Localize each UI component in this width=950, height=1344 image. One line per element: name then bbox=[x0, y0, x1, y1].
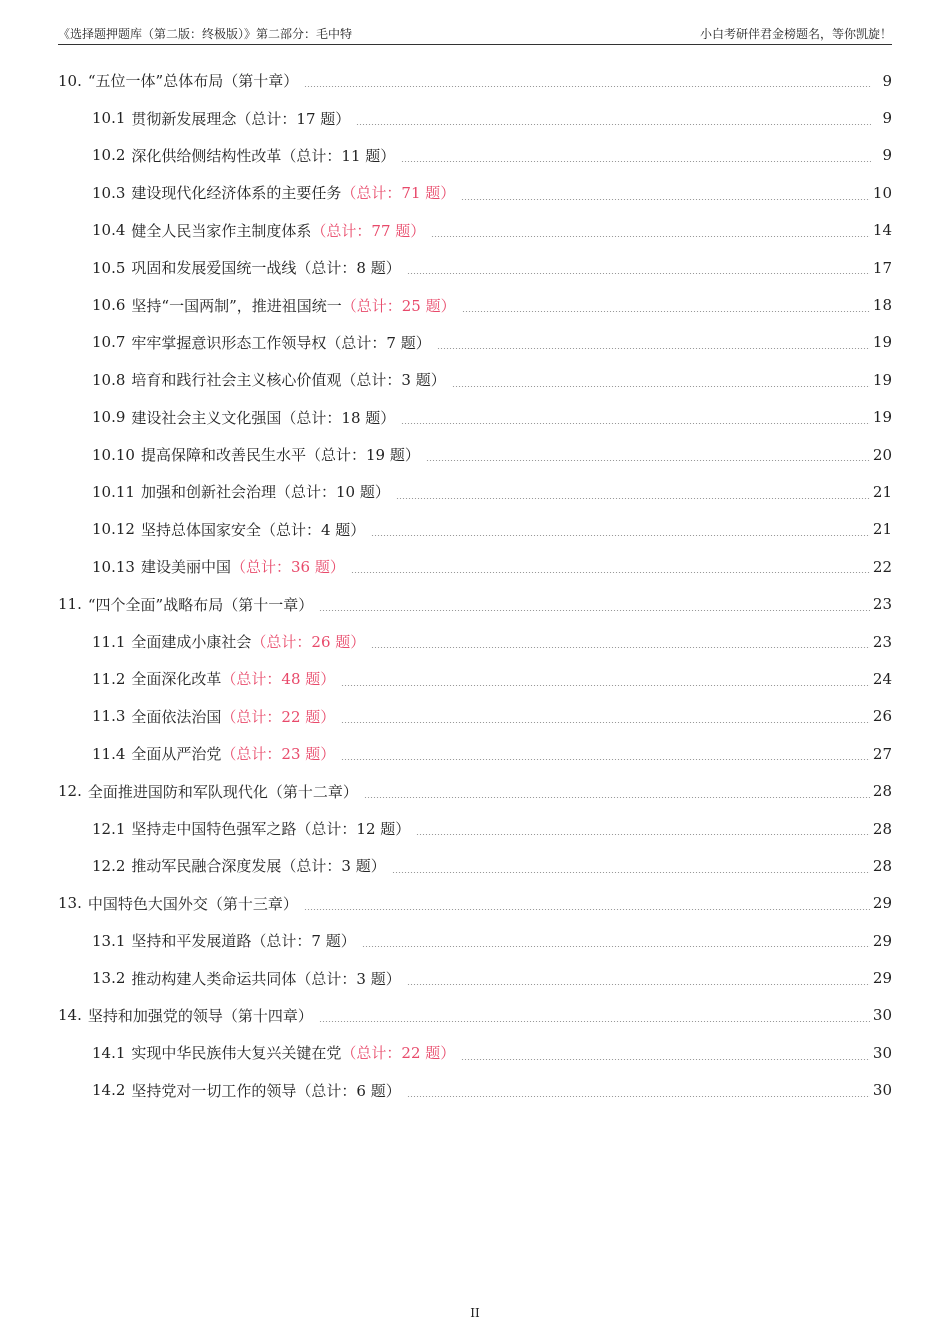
toc-entry-number: 10.8 bbox=[92, 370, 126, 389]
header-left-title: 《选择题押题库（第二版：终极版）》第二部分：毛中特 bbox=[58, 27, 353, 41]
toc-question-count: （总计：3 题） bbox=[341, 371, 446, 390]
toc-question-count: （总计：7 题） bbox=[251, 932, 356, 951]
toc-entry-number: 12.1 bbox=[92, 819, 126, 838]
dot-leader bbox=[452, 386, 870, 387]
toc-question-count: （总计：3 题） bbox=[296, 969, 401, 988]
toc-section-entry[interactable] bbox=[58, 249, 892, 286]
toc-page-number: 28 bbox=[872, 819, 892, 838]
toc-entry-number: 10.1 bbox=[92, 109, 126, 128]
toc-question-count: （总计：17 题） bbox=[236, 109, 351, 128]
dot-leader bbox=[437, 348, 870, 349]
toc-entry-number: 10.11 bbox=[92, 482, 135, 501]
toc-page-number: 27 bbox=[872, 744, 892, 763]
dot-leader bbox=[319, 610, 870, 611]
toc-page-number: 26 bbox=[872, 707, 892, 726]
toc-question-count: （总计：71 题） bbox=[341, 184, 456, 203]
toc-question-count: （总计：7 题） bbox=[326, 333, 431, 352]
toc-page-number: 19 bbox=[872, 333, 892, 352]
toc-question-count: （总计：8 题） bbox=[296, 259, 401, 278]
toc-entry-title: 全面建成小康社会 bbox=[131, 633, 252, 652]
dot-leader bbox=[341, 685, 870, 686]
toc-question-count: （总计：11 题） bbox=[281, 146, 396, 165]
dot-leader bbox=[364, 797, 870, 798]
toc-page-number: 28 bbox=[872, 782, 892, 801]
dot-leader bbox=[401, 423, 870, 424]
toc-entry-number: 10.5 bbox=[92, 258, 126, 277]
toc-entry-number: 11.2 bbox=[92, 669, 126, 688]
toc-question-count: （总计：3 题） bbox=[281, 857, 386, 876]
page-number: II bbox=[470, 1306, 480, 1320]
toc-section-entry[interactable] bbox=[58, 361, 892, 398]
toc-entry-title: 建设社会主义文化强国 bbox=[131, 408, 282, 427]
toc-entry-number: 10.4 bbox=[92, 221, 126, 240]
toc-entry-title: 加强和创新社会治理 bbox=[140, 483, 276, 502]
toc-section-entry[interactable] bbox=[58, 99, 892, 136]
toc-page-number: 29 bbox=[872, 969, 892, 988]
dot-leader bbox=[407, 984, 870, 985]
toc-entry-title: 推动构建人类命运共同体 bbox=[131, 969, 297, 988]
toc-entry-number: 12.2 bbox=[92, 856, 126, 875]
dot-leader bbox=[319, 1021, 870, 1022]
toc-page-number: 19 bbox=[872, 370, 892, 389]
dot-leader bbox=[362, 946, 870, 947]
toc-entry-title: 牢牢掌握意识形态工作领导权 bbox=[131, 333, 327, 352]
toc-entry-number: 11.3 bbox=[92, 707, 126, 726]
toc-section-entry[interactable] bbox=[58, 174, 892, 211]
toc-entry-title: 坚持党对一切工作的领导 bbox=[131, 1081, 297, 1100]
toc-entry-title: 健全人民当家作主制度体系 bbox=[131, 221, 312, 240]
toc-entry-number: 10.2 bbox=[92, 146, 126, 165]
toc-page-number: 9 bbox=[882, 109, 892, 128]
toc-section-entry[interactable] bbox=[58, 623, 892, 660]
toc-page-number: 21 bbox=[872, 520, 892, 539]
dot-leader bbox=[461, 199, 870, 200]
toc-question-count: （总计：19 题） bbox=[305, 446, 420, 465]
table-of-contents bbox=[58, 62, 892, 1109]
toc-entry-number: 11. bbox=[58, 595, 82, 614]
toc-entry-title: 巩固和发展爱国统一战线 bbox=[131, 259, 297, 278]
toc-question-count: （总计：6 题） bbox=[296, 1081, 401, 1100]
dot-leader bbox=[371, 647, 870, 648]
toc-entry-number: 14. bbox=[58, 1006, 82, 1025]
dot-leader bbox=[356, 124, 871, 125]
toc-entry-title: 坚持和加强党的领导（第十四章） bbox=[87, 1006, 313, 1025]
toc-entry-number: 13.2 bbox=[92, 969, 126, 988]
toc-section-entry[interactable] bbox=[58, 698, 892, 735]
toc-question-count: （总计：12 题） bbox=[296, 820, 411, 838]
toc-section-entry[interactable] bbox=[58, 473, 892, 510]
dot-leader bbox=[304, 909, 870, 910]
toc-section-entry[interactable] bbox=[58, 436, 892, 473]
dot-leader bbox=[431, 236, 870, 237]
dot-leader bbox=[392, 872, 870, 873]
dot-leader bbox=[416, 834, 870, 835]
toc-section-entry[interactable] bbox=[58, 137, 892, 174]
dot-leader bbox=[401, 161, 871, 162]
toc-page-number: 9 bbox=[882, 71, 892, 90]
toc-page-number: 20 bbox=[872, 445, 892, 464]
toc-entry-title: 全面深化改革 bbox=[131, 670, 222, 689]
toc-entry-number: 10.3 bbox=[92, 183, 126, 202]
toc-entry-title: 全面依法治国 bbox=[131, 707, 222, 726]
dot-leader bbox=[407, 1096, 870, 1097]
toc-entry-number: 14.1 bbox=[92, 1043, 126, 1062]
toc-entry-number: 10. bbox=[58, 71, 82, 90]
toc-section-entry[interactable] bbox=[58, 511, 892, 548]
toc-question-count: （总计：4 题） bbox=[260, 520, 366, 539]
toc-section-entry[interactable] bbox=[58, 959, 892, 996]
toc-entry-number: 12. bbox=[58, 782, 82, 801]
toc-entry-title: 全面推进国防和军队现代化（第十二章） bbox=[87, 782, 358, 801]
toc-entry-title: 坚持“一国两制”，推进祖国统一 bbox=[131, 296, 342, 315]
toc-chapter-entry[interactable] bbox=[58, 585, 892, 622]
page-header bbox=[58, 24, 892, 45]
toc-section-entry[interactable] bbox=[58, 286, 892, 323]
toc-entry-title: 实现中华民族伟大复兴关键在党 bbox=[131, 1044, 342, 1063]
toc-entry-number: 11.4 bbox=[92, 744, 126, 763]
toc-section-entry[interactable] bbox=[58, 810, 892, 847]
toc-entry-number: 13. bbox=[58, 894, 82, 913]
toc-page-number: 9 bbox=[882, 146, 892, 165]
toc-page-number: 23 bbox=[872, 595, 892, 614]
toc-question-count: （总计：36 题） bbox=[230, 558, 345, 577]
dot-leader bbox=[341, 722, 870, 723]
toc-page-number: 18 bbox=[872, 296, 892, 315]
toc-page-number: 17 bbox=[872, 258, 892, 277]
toc-section-entry[interactable] bbox=[58, 660, 892, 697]
toc-chapter-entry[interactable] bbox=[58, 997, 892, 1034]
toc-question-count: （总计：77 题） bbox=[311, 221, 426, 240]
dot-leader bbox=[461, 1059, 870, 1060]
dot-leader bbox=[426, 460, 870, 461]
toc-question-count: （总计：48 题） bbox=[221, 670, 336, 689]
dot-leader bbox=[351, 572, 870, 573]
toc-page-number: 29 bbox=[872, 894, 892, 913]
toc-section-entry[interactable] bbox=[58, 1034, 892, 1071]
toc-page-number: 10 bbox=[872, 183, 892, 202]
toc-page-number: 30 bbox=[872, 1043, 892, 1062]
toc-entry-title: 贯彻新发展理念 bbox=[131, 109, 237, 128]
dot-leader bbox=[462, 311, 870, 312]
toc-question-count: （总计：18 题） bbox=[281, 408, 396, 427]
toc-entry-title: 坚持和平发展道路 bbox=[131, 932, 252, 951]
toc-entry-title: 全面从严治党 bbox=[131, 745, 222, 764]
dot-leader bbox=[371, 535, 870, 536]
toc-entry-title: 坚持走中国特色强军之路 bbox=[131, 820, 297, 838]
toc-section-entry[interactable] bbox=[58, 399, 892, 436]
toc-question-count: （总计：10 题） bbox=[275, 483, 390, 502]
toc-entry-title: “五位一体”总体布局（第十章） bbox=[87, 72, 299, 91]
toc-entry-number: 10.9 bbox=[92, 408, 126, 427]
toc-question-count: （总计：25 题） bbox=[341, 296, 456, 315]
toc-page-number: 29 bbox=[872, 931, 892, 950]
toc-entry-title: 中国特色大国外交（第十三章） bbox=[87, 894, 298, 913]
toc-page-number: 22 bbox=[872, 557, 892, 576]
toc-entry-number: 10.7 bbox=[92, 333, 126, 352]
toc-entry-number: 10.13 bbox=[92, 557, 135, 576]
toc-page-number: 30 bbox=[872, 1081, 892, 1100]
toc-chapter-entry[interactable] bbox=[58, 885, 892, 922]
toc-entry-number: 11.1 bbox=[92, 632, 126, 651]
toc-entry-title: 推动军民融合深度发展 bbox=[131, 857, 282, 876]
toc-entry-title: 坚持总体国家安全 bbox=[140, 520, 261, 539]
toc-question-count: （总计：22 题） bbox=[221, 707, 336, 726]
toc-entry-number: 10.12 bbox=[92, 520, 135, 539]
toc-section-entry[interactable] bbox=[58, 922, 892, 959]
toc-entry-title: 培育和践行社会主义核心价值观 bbox=[131, 371, 342, 390]
toc-question-count: （总计：22 题） bbox=[341, 1044, 456, 1063]
toc-section-entry[interactable] bbox=[58, 847, 892, 884]
toc-question-count: （总计：23 题） bbox=[221, 745, 336, 764]
toc-section-entry[interactable] bbox=[58, 324, 892, 361]
dot-leader bbox=[304, 86, 871, 87]
toc-page-number: 23 bbox=[872, 632, 892, 651]
toc-page-number: 30 bbox=[872, 1006, 892, 1025]
toc-page-number: 19 bbox=[872, 408, 892, 427]
toc-section-entry[interactable] bbox=[58, 212, 892, 249]
toc-entry-title: 建设美丽中国 bbox=[140, 558, 231, 577]
toc-entry-number: 10.6 bbox=[92, 296, 126, 315]
dot-leader bbox=[407, 273, 870, 274]
toc-entry-number: 10.10 bbox=[92, 445, 135, 464]
toc-page-number: 14 bbox=[872, 221, 892, 240]
toc-page-number: 28 bbox=[872, 856, 892, 875]
toc-section-entry[interactable] bbox=[58, 548, 892, 585]
toc-entry-title: 提高保障和改善民生水平 bbox=[140, 446, 306, 465]
toc-section-entry[interactable] bbox=[58, 1072, 892, 1109]
toc-question-count: （总计：26 题） bbox=[251, 633, 366, 652]
toc-page-number: 21 bbox=[872, 482, 892, 501]
dot-leader bbox=[341, 759, 870, 760]
toc-chapter-entry[interactable] bbox=[58, 62, 892, 99]
toc-entry-number: 14.2 bbox=[92, 1081, 126, 1100]
toc-section-entry[interactable] bbox=[58, 735, 892, 772]
toc-entry-title: 深化供给侧结构性改革 bbox=[131, 146, 282, 165]
toc-chapter-entry[interactable] bbox=[58, 772, 892, 809]
header-right-slogan: 小白考研伴君金榜题名，等你凯旋！ bbox=[699, 27, 892, 41]
toc-entry-number: 13.1 bbox=[92, 931, 126, 950]
toc-page-number: 24 bbox=[872, 669, 892, 688]
toc-entry-title: “四个全面”战略布局（第十一章） bbox=[87, 595, 314, 614]
toc-entry-title: 建设现代化经济体系的主要任务 bbox=[131, 184, 342, 203]
dot-leader bbox=[396, 498, 870, 499]
